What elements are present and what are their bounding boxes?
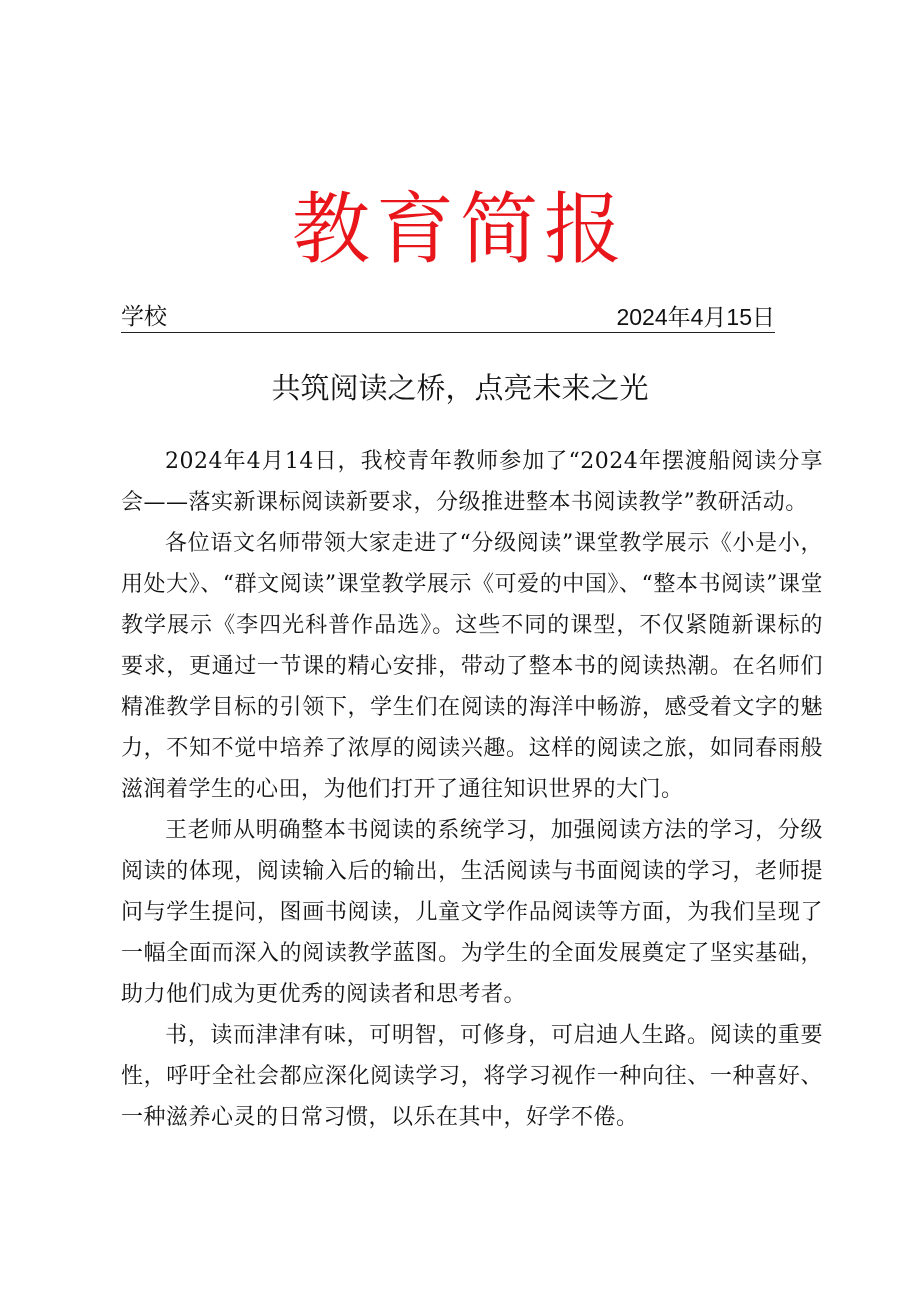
article-headline: 共筑阅读之桥，点亮未来之光 bbox=[271, 371, 649, 405]
article-body bbox=[121, 441, 823, 1138]
meta-line bbox=[121, 300, 775, 333]
masthead-title: 教育简报 bbox=[291, 185, 628, 275]
issue-date: 2024年4月15日 bbox=[616, 304, 775, 330]
article-paragraph: 王老师从明确整本书阅读的系统学习，加强阅读方法的学习，分级阅读的体现，阅读输入后的输出，生活阅读与书面阅读的学习，老师提问与学生提问，图画书阅读，儿童文学作品阅读等方面，为我们呈现了一幅全面而深入的阅读教学蓝图。为学生的全面发展奠定了坚实基础，助力他们成为更优秀的阅读者和思考者。 bbox=[121, 818, 823, 1007]
article-paragraph: 书，读而津津有味，可明智，可修身，可启迪人生路。阅读的重要性，呼吁全社会都应深化阅读学习，将学习视作一种向往、一种喜好、一种滋养心灵的日常习惯，以乐在其中，好学不倦。 bbox=[121, 1023, 823, 1130]
school-label: 学校 bbox=[121, 304, 167, 330]
article-paragraph: 各位语文名师带领大家走进了“分级阅读”课堂教学展示《小是小，用处大》、“群文阅读”课堂教学展示《可爱的中国》、“整本书阅读”课堂教学展示《李四光科普作品选》。这些不同的课型，不仅紧随新课标的要求，更通过一节课的精心安排，带动了整本书的阅读热潮。在名师们精准教学目标的引领下，学生们在阅读的海洋中畅游，感受着文字的魅力，不知不觉中培养了浓厚的阅读兴趣。这样的阅读之旅，如同春雨般滋润着学生的心田，为他们打开了通往知识世界的大门。 bbox=[121, 531, 823, 802]
article-paragraph: 2024年4月14日，我校青年教师参加了“2024年摆渡船阅读分享会——落实新课标阅读新要求，分级推进整本书阅读教学”教研活动。 bbox=[121, 449, 823, 515]
